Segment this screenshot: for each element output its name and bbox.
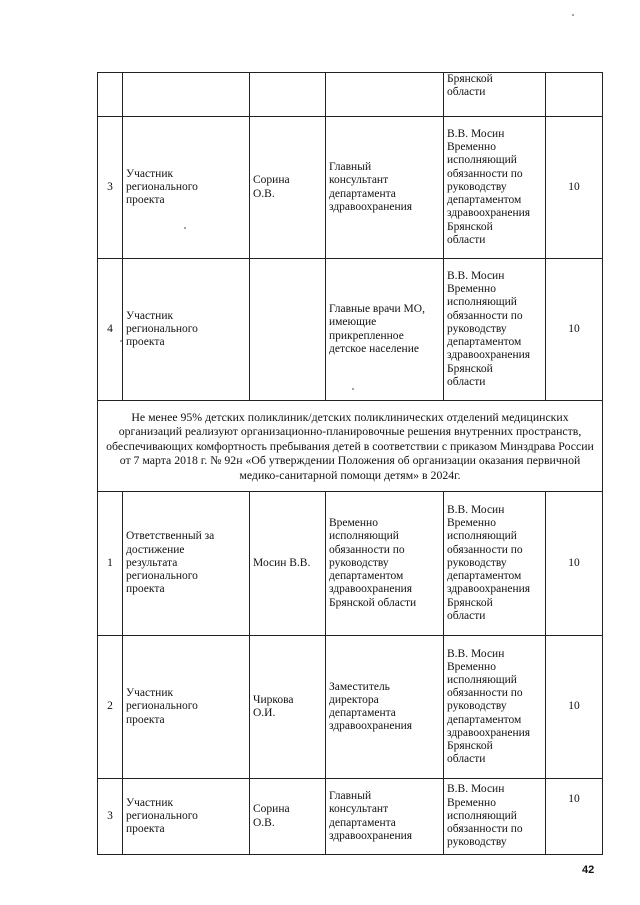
approver-cell — [444, 779, 546, 855]
role-cell: Участник регионального проекта — [123, 636, 250, 779]
score-cell: 10 — [546, 779, 603, 855]
role-cell: Участник регионального проекта — [123, 117, 250, 259]
score-cell: 10 — [546, 492, 603, 636]
name-cell — [250, 73, 326, 117]
position-cell: Главный консультант департамента здравоохранения — [326, 779, 444, 855]
position-cell: Временно исполняющий обязанности по руководству департаментом здравоохранения Брянской области — [326, 492, 444, 636]
approver-cell — [444, 636, 546, 779]
scan-speck — [352, 388, 354, 390]
approver-text: В.В. Мосин Временно исполняющий обязанности по руководству — [447, 783, 523, 849]
role-cell: Ответственный за достижение результата регионального проекта — [123, 492, 250, 636]
row-number — [98, 73, 123, 117]
approver-text: В.В. Мосин Временно исполняющий обязанности по руководству департаментом здравоохранения Брянской области — [447, 504, 531, 622]
score-cell — [546, 73, 603, 117]
row-number: 1 — [98, 492, 123, 636]
approver-cell — [444, 259, 546, 401]
approver-cell — [444, 492, 546, 636]
role-cell: Участник регионального проекта — [123, 779, 250, 855]
page-number: 42 — [582, 864, 595, 876]
table-row — [98, 259, 603, 401]
role-cell — [123, 73, 250, 117]
table-row — [98, 117, 603, 259]
result-description: Не менее 95% детских поликлиник/детских поликлинических отделений медицинских организаций реализуют организационно-планировочные решения внутренних пространств, обеспечивающих комфортность пребывания детей в соответствии с приказом Минздрава России от 7 марта 2018 г. № 92н «Об утверждении Положения об организации оказания первичной медико-санитарной помощи детям» в 2024г. — [98, 401, 603, 492]
row-number: 4 — [98, 259, 123, 401]
participants-table — [97, 72, 603, 855]
row-number: 3 — [98, 117, 123, 259]
score-cell: 10 — [546, 117, 603, 259]
name-cell: Чиркова О.И. — [250, 636, 326, 779]
name-cell — [250, 259, 326, 401]
approver-cell — [444, 73, 546, 117]
result-row — [98, 401, 603, 492]
row-number: 2 — [98, 636, 123, 779]
table-row — [98, 636, 603, 779]
approver-text: В.В. Мосин Временно исполняющий обязанности по руководству департаментом здравоохранения Брянской области — [447, 270, 531, 388]
approver-text: Брянской области — [447, 73, 493, 99]
scan-speck — [184, 227, 186, 229]
table-row — [98, 492, 603, 636]
name-cell: Сорина О.В. — [250, 117, 326, 259]
table-row — [98, 73, 603, 117]
name-cell: Мосин В.В. — [250, 492, 326, 636]
position-cell: Заместитель директора департамента здравоохранения — [326, 636, 444, 779]
position-cell — [326, 73, 444, 117]
score-cell: 10 — [546, 259, 603, 401]
position-cell: Главный консультант департамента здравоохранения — [326, 117, 444, 259]
approver-cell — [444, 117, 546, 259]
scan-speck — [120, 340, 122, 342]
role-cell: Участник регионального проекта — [123, 259, 250, 401]
name-cell: Сорина О.В. — [250, 779, 326, 855]
position-cell: Главные врачи МО, имеющие прикрепленное детское население — [326, 259, 444, 401]
scan-speck — [572, 14, 574, 16]
row-number: 3 — [98, 779, 123, 855]
approver-text: В.В. Мосин Временно исполняющий обязанности по руководству департаментом здравоохранения Брянской области — [447, 647, 531, 766]
score-cell: 10 — [546, 636, 603, 779]
approver-text: В.В. Мосин Временно исполняющий обязанности по руководству департаментом здравоохранения Брянской области — [447, 128, 531, 246]
table-row — [98, 779, 603, 855]
